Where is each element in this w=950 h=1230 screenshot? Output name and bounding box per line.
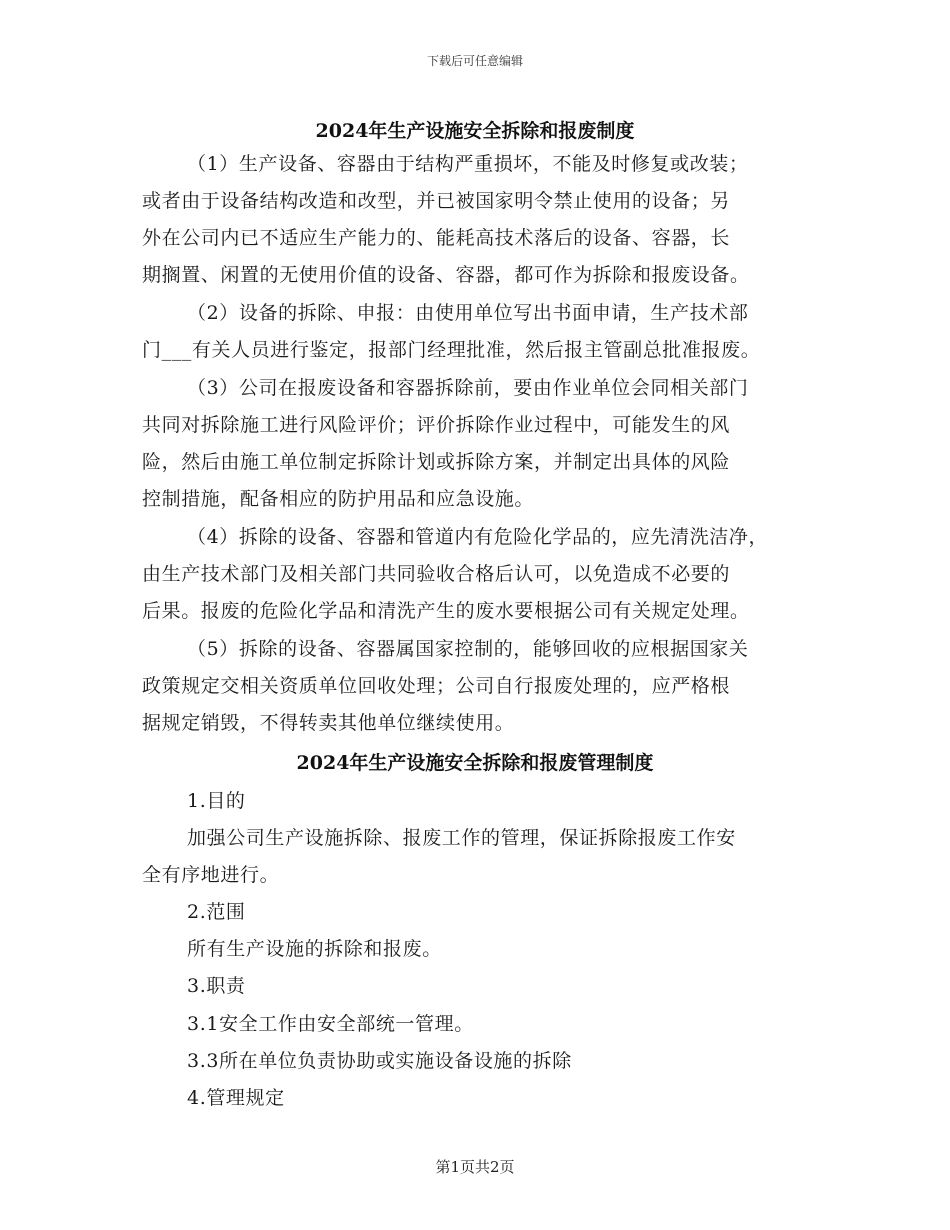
section-heading: 3.职责 <box>187 975 246 997</box>
document-title: 2024年生产设施安全拆除和报废制度 <box>315 120 635 142</box>
paragraph-line: （3）公司在报废设备和容器拆除前，要由作业单位会同相关部门 <box>187 377 749 399</box>
paragraph-line: 控制措施，配备相应的防护用品和应急设施。 <box>142 488 535 510</box>
page-footer-pagination: 第1页共2页 <box>435 1158 515 1176</box>
paragraph-line: 门___有关人员进行鉴定，报部门经理批准，然后报主管副总批准报废。 <box>142 339 761 361</box>
section-heading: 2.范围 <box>187 901 246 923</box>
section-heading: 4.管理规定 <box>187 1087 285 1109</box>
paragraph-line: 政策规定交相关资质单位回收处理；公司自行报废处理的，应严格根 <box>142 675 731 697</box>
paragraph-line: 所有生产设施的拆除和报废。 <box>187 938 442 960</box>
document-title-2: 2024年生产设施安全拆除和报废管理制度 <box>296 752 654 774</box>
paragraph-line: 3.1安全工作由安全部统一管理。 <box>187 1013 474 1035</box>
section-heading: 1.目的 <box>187 790 246 812</box>
paragraph-line: （4）拆除的设备、容器和管道内有危险化学品的，应先清洗洁净， <box>187 526 769 548</box>
page-header-note: 下载后可任意编辑 <box>426 54 523 68</box>
paragraph-line: （1）生产设备、容器由于结构严重损坏，不能及时修复或改装； <box>187 153 749 175</box>
paragraph-line: 或者由于设备结构改造和改型，并已被国家明令禁止使用的设备；另 <box>142 190 731 212</box>
paragraph-line: 后果。报废的危险化学品和清洗产生的废水要根据公司有关规定处理。 <box>142 600 750 622</box>
paragraph-line: （5）拆除的设备、容器属国家控制的，能够回收的应根据国家关 <box>187 638 749 660</box>
paragraph-line: 全有序地进行。 <box>142 864 280 886</box>
paragraph-line: 3.3所在单位负责协助或实施设备设施的拆除 <box>187 1050 572 1072</box>
paragraph-line: 期搁置、闲置的无使用价值的设备、容器，都可作为拆除和报废设备。 <box>142 264 750 286</box>
paragraph-line: 由生产技术部门及相关部门共同验收合格后认可，以免造成不必要的 <box>142 563 731 585</box>
paragraph-line: （2）设备的拆除、申报：由使用单位写出书面申请，生产技术部 <box>187 302 749 324</box>
paragraph-line: 险，然后由施工单位制定拆除计划或拆除方案，并制定出具体的风险 <box>142 451 731 473</box>
paragraph-line: 共同对拆除施工进行风险评价；评价拆除作业过程中，可能发生的风 <box>142 414 731 436</box>
paragraph-line: 加强公司生产设施拆除、报废工作的管理，保证拆除报废工作安 <box>187 827 736 849</box>
paragraph-line: 据规定销毁，不得转卖其他单位继续使用。 <box>142 712 515 734</box>
paragraph-line: 外在公司内已不适应生产能力的、能耗高技术落后的设备、容器，长 <box>142 227 731 249</box>
